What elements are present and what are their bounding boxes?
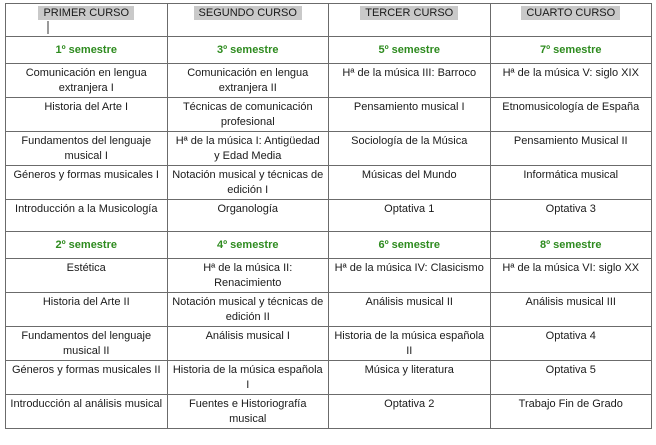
course-cell: Géneros y formas musicales II xyxy=(6,361,168,395)
course-cell: Géneros y formas musicales I xyxy=(6,166,168,200)
course-cell: Hª de la música III: Barroco xyxy=(329,64,491,98)
course-cell: Optativa 3 xyxy=(490,200,652,232)
header-label: PRIMER CURSO xyxy=(38,6,134,20)
header-row xyxy=(6,4,652,37)
semester-row xyxy=(6,232,652,259)
course-cell: Historia del Arte II xyxy=(6,293,168,327)
semester-label: 4º semestre xyxy=(167,232,329,259)
header-label: SEGUNDO CURSO xyxy=(194,6,302,20)
course-cell: Informática musical xyxy=(490,166,652,200)
course-cell: Análisis musical I xyxy=(167,327,329,361)
course-cell: Pensamiento Musical II xyxy=(490,132,652,166)
course-cell: Hª de la música I: Antigüedad y Edad Media xyxy=(167,132,329,166)
course-cell: Historia del Arte I xyxy=(6,98,168,132)
course-cell: Introducción a la Musicología xyxy=(6,200,168,232)
table-row xyxy=(6,395,652,429)
header-cell-2 xyxy=(167,4,329,37)
table-row xyxy=(6,361,652,395)
table-row xyxy=(6,200,652,232)
semester-label: 7º semestre xyxy=(490,37,652,64)
course-cell: Comunicación en lengua extranjera II xyxy=(167,64,329,98)
course-cell: Historia de la música española I xyxy=(167,361,329,395)
course-cell: Análisis musical II xyxy=(329,293,491,327)
course-cell: Optativa 1 xyxy=(329,200,491,232)
table-row xyxy=(6,327,652,361)
course-cell: Comunicación en lengua extranjera I xyxy=(6,64,168,98)
semester-label: 3º semestre xyxy=(167,37,329,64)
course-cell: Optativa 2 xyxy=(329,395,491,429)
course-cell: Introducción al análisis musical xyxy=(6,395,168,429)
semester-label: 2º semestre xyxy=(6,232,168,259)
course-cell: Optativa 4 xyxy=(490,327,652,361)
course-cell: Historia de la música española II xyxy=(329,327,491,361)
course-cell: Hª de la música VI: siglo XX xyxy=(490,259,652,293)
header-cell-3 xyxy=(329,4,491,37)
course-cell: Optativa 5 xyxy=(490,361,652,395)
course-cell: Análisis musical III xyxy=(490,293,652,327)
curriculum-table-container xyxy=(5,3,652,429)
header-label: TERCER CURSO xyxy=(360,6,458,20)
course-cell: Técnicas de comunicación profesional xyxy=(167,98,329,132)
course-cell: Notación musical y técnicas de edición II xyxy=(167,293,329,327)
table-row xyxy=(6,166,652,200)
curriculum-table xyxy=(5,3,652,429)
table-row xyxy=(6,64,652,98)
course-cell: Etnomusicología de España xyxy=(490,98,652,132)
header-label: CUARTO CURSO xyxy=(521,6,620,20)
course-cell: Pensamiento musical I xyxy=(329,98,491,132)
course-cell: Hª de la música IV: Clasicismo xyxy=(329,259,491,293)
table-row xyxy=(6,98,652,132)
course-cell: Músicas del Mundo xyxy=(329,166,491,200)
course-cell: Hª de la música V: siglo XIX xyxy=(490,64,652,98)
header-cell-4 xyxy=(490,4,652,37)
semester-label: 1º semestre xyxy=(6,37,168,64)
course-cell: Notación musical y técnicas de edición I xyxy=(167,166,329,200)
course-cell: Fundamentos del lenguaje musical II xyxy=(6,327,168,361)
semester-label: 6º semestre xyxy=(329,232,491,259)
course-cell: Música y literatura xyxy=(329,361,491,395)
course-cell: Estética xyxy=(6,259,168,293)
semester-label: 5º semestre xyxy=(329,37,491,64)
table-row xyxy=(6,259,652,293)
course-cell: Hª de la música II: Renacimiento xyxy=(167,259,329,293)
course-cell: Fuentes e Historiografía musical xyxy=(167,395,329,429)
course-cell: Fundamentos del lenguaje musical I xyxy=(6,132,168,166)
table-row xyxy=(6,132,652,166)
table-row xyxy=(6,293,652,327)
header-cell-1 xyxy=(6,4,168,37)
course-cell: Organología xyxy=(167,200,329,232)
semester-row xyxy=(6,37,652,64)
semester-label: 8º semestre xyxy=(490,232,652,259)
course-cell: Sociología de la Música xyxy=(329,132,491,166)
text-cursor-mark xyxy=(47,21,49,34)
course-cell: Trabajo Fin de Grado xyxy=(490,395,652,429)
